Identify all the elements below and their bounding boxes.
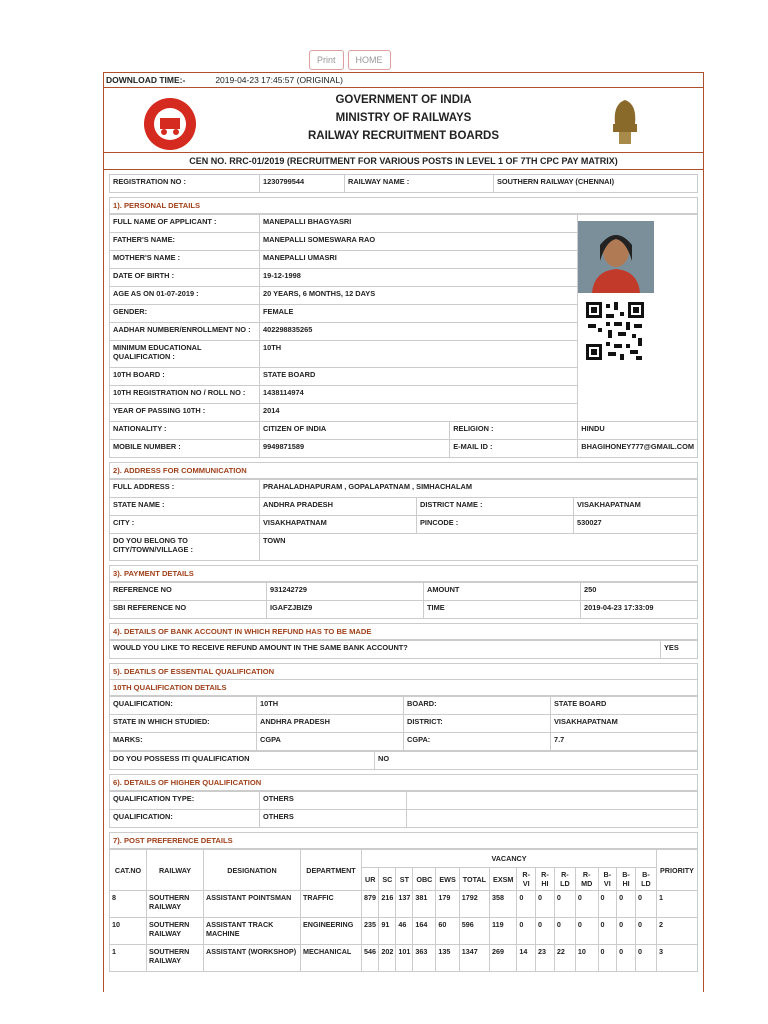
table-row: AADHAR NUMBER/ENROLLMENT NO : 402298835265 [110,323,698,341]
higher-table: QUALIFICATION TYPE: OTHERS QUALIFICATION: OTHERS [109,791,698,828]
vacancy-column-header: B-VI [598,868,617,891]
table-row: YEAR OF PASSING 10TH : 2014 [110,404,698,422]
section-bank-title: 4). DETAILS OF BANK ACCOUNT IN WHICH REFUND HAS TO BE MADE [109,623,698,640]
post-preference-table: CAT.NO RAILWAY DESIGNATION DEPARTMENT VACANCY PRIORITY UR SC ST OBC EWS TOTAL EXSM R-VI R-HI R-LD R-MD B-VI B-HI B-LD 8 SOUTHERN RAILWAY ASSISTANT POINTSMAN TRAFFIC 879 216 137 381 179 1792 358 0 0 0 0 0 0 0 1 10 SOUTHERN RAILWAY ASSISTANT TRACK MACHINE ENGINEERING 235 91 46 164 60 596 119 0 0 0 0 0 0 0 2 1 SOUTHERN RAILWAY ASSISTANT (WORKSHOP) MECHANICAL 546 202 101 363 135 1347 269 14 23 22 10 0 0 0 3 [109,849,698,972]
vacancy-column-header: SC [379,868,396,891]
vacancy-column-header: B-HI [617,868,636,891]
section-essential-title: 5). DEATILS OF ESSENTIAL QUALIFICATION [109,663,698,680]
qr-code [584,300,646,362]
table-row: 10TH BOARD : STATE BOARD [110,368,698,386]
vacancy-column-header: B-LD [635,868,656,891]
vacancy-column-header: EXSM [490,868,517,891]
cen-title: CEN NO. RRC-01/2019 (RECRUITMENT FOR VARIOUS POSTS IN LEVEL 1 OF 7TH CPC PAY MATRIX) [104,152,703,170]
table-row: 10TH REGISTRATION NO / ROLL NO : 1438114974 [110,386,698,404]
application-form: DOWNLOAD TIME:- 2019-04-23 17:45:57 (ORIGINAL) GOVERNMENT OF INDIA MINISTRY OF RAILWAYS RAILWAY RECRUITMENT BOARDS CEN NO. RRC-01/2019 (RECRUITMENT FOR VARIOUS POSTS IN LEVEL 1 OF 7TH CPC PAY MATRIX) REGISTRATION NO : 1230799544 RAILWAY NAME : SOUTHERN RAILWAY (CHENNAI) 1). PERSONAL DETAILS FULL NAME OF APPLICANT : MANEPALLI BHAGYASRI FATHER'S NAME: MANEPALLI SOMESWARA RAO MOTHER'S NAME : MANEPALLI UMASRI DATE OF BIRTH : 19-12-1998 AGE AS ON 01-07-2019 : 20 YEARS, 6 MONTHS, 12 DAYS GENDER: FEMALE AADHAR NUMBER/ENROLLMENT NO : 402298835265 MINIMUM EDUCATIONAL QUALIFICATION : 10TH 10TH BOARD : STATE BOARD 10TH REGISTRATION NO / ROLL NO : 1438114974 YEAR OF PASSING 10TH : 2014 NATIONALITY : CITIZEN OF INDIA RELIGION : HINDU MOBILE NUMBER : 9949871589 E-MAIL ID : BHAGIHONEY777@GMAIL.COM 2). ADDRESS FOR COMMUNICATION FULL ADDRESS : PRAHALADHAPURAM , GOPALAPATNAM , SIMHACHALAM STATE NAME : ANDHRA PRADESH DISTRICT NAME : VISAKHAPATNAM CITY : VISAKHAPATNAM PINCODE : 530027 DO YOU BELONG TO CITY/TOWN/VILLAGE : TOWN 3). PAYMENT DETAILS REFERENCE NO 931242729 AMOUNT 250 SBI REFERENCE NO IGAFZJBIZ9 TIME 2019-04-23 17:33:09 4). DETAILS OF BANK ACCOUNT IN WHICH REFUND HAS TO BE MADE WOULD YOU LIKE TO RECEIVE REFUND AMOUNT IN THE SAME BANK ACCOUNT? YES 5). DEATILS OF ESSENTIAL QUALIFICATION 10TH QUALIFICATION DETAILS QUALIFICATION: 10TH BOARD: STATE BOARD STATE IN WHICH STUDIED: ANDHRA PRADESH DISTRICT: VISAKHAPATNAM MARKS: CGPA CGPA: 7.7 DO YOU POSSESS ITI QUALIFICATION NO 6). DETAILS OF HIGHER QUALIFICATION QUALIFICATION TYPE: OTHERS QUALIFICATION: OTHERS 7). POST PREFERENCE DETAILS CAT.NO RAILWAY DESIGNATION DEPARTMENT VACANCY PRIORITY UR SC ST OBC EWS TOTAL EXSM R-VI R-HI R-LD R-MD B-VI B-HI B-LD 8 SOUTHERN RAILWAY ASSISTANT POINTSMAN TRAFFIC 879 216 137 381 179 1792 358 0 0 0 0 0 0 0 1 10 SOUTHERN RAILWAY ASSISTANT TRACK MACHINE ENGINEERING 235 91 46 164 60 596 119 0 0 0 0 0 0 0 2 1 SOUTHERN RAILWAY ASSISTANT (WORKSHOP) MECHANICAL 546 202 101 363 135 1347 269 14 23 22 10 0 0 0 3 [103,72,704,992]
table-row: 8 SOUTHERN RAILWAY ASSISTANT POINTSMAN TRAFFIC 879 216 137 381 179 1792 358 0 0 0 0 0 0 0 1 [110,891,698,918]
table-row: FATHER'S NAME: MANEPALLI SOMESWARA RAO [110,233,698,251]
vacancy-column-header: TOTAL [459,868,489,891]
vacancy-column-header: UR [362,868,379,891]
registration-table: REGISTRATION NO : 1230799544 RAILWAY NAME : SOUTHERN RAILWAY (CHENNAI) [109,174,698,193]
form-header [104,88,703,152]
essential-table: QUALIFICATION: 10TH BOARD: STATE BOARD STATE IN WHICH STUDIED: ANDHRA PRADESH DISTRICT: VISAKHAPATNAM MARKS: CGPA CGPA: 7.7 [109,696,698,751]
vacancy-column-header: R-LD [554,868,575,891]
section-payment-title: 3). PAYMENT DETAILS [109,565,698,582]
section-address-title: 2). ADDRESS FOR COMMUNICATION [109,462,698,479]
home-button[interactable]: HOME [348,50,391,70]
table-row: FULL NAME OF APPLICANT : MANEPALLI BHAGYASRI [110,215,698,233]
page-title: GOVERNMENT OF INDIA MINISTRY OF RAILWAYS RAILWAY RECRUITMENT BOARDS [307,94,500,142]
address-table: FULL ADDRESS : PRAHALADHAPURAM , GOPALAPATNAM , SIMHACHALAM STATE NAME : ANDHRA PRADESH DISTRICT NAME : VISAKHAPATNAM CITY : VISAKHAPATNAM PINCODE : 530027 DO YOU BELONG TO CITY/TOWN/VILLAGE : TOWN [109,479,698,561]
indian-railways-logo-icon [142,96,198,152]
vacancy-column-header: R-HI [536,868,555,891]
vacancy-column-header: ST [396,868,413,891]
payment-table: REFERENCE NO 931242729 AMOUNT 250 SBI REFERENCE NO IGAFZJBIZ9 TIME 2019-04-23 17:33:09 [109,582,698,619]
table-row: MINIMUM EDUCATIONAL QUALIFICATION : 10TH [110,341,698,368]
vacancy-column-header: R-MD [575,868,598,891]
vacancy-column-header: OBC [413,868,436,891]
table-row: AGE AS ON 01-07-2019 : 20 YEARS, 6 MONTHS, 12 DAYS [110,287,698,305]
table-row: MOTHER'S NAME : MANEPALLI UMASRI [110,251,698,269]
vacancy-column-header: EWS [436,868,459,891]
registration-number: 1230799544 [260,175,345,193]
vacancy-column-header: R-VI [517,868,536,891]
applicant-photo [578,221,654,293]
railway-name: SOUTHERN RAILWAY (CHENNAI) [494,175,698,193]
section-personal-title: 1). PERSONAL DETAILS [109,197,698,214]
personal-table: FULL NAME OF APPLICANT : MANEPALLI BHAGYASRI FATHER'S NAME: MANEPALLI SOMESWARA RAO MOTHER'S NAME : MANEPALLI UMASRI DATE OF BIRTH : 19-12-1998 AGE AS ON 01-07-2019 : 20 YEARS, 6 MONTHS, 12 DAYS GENDER: FEMALE AADHAR NUMBER/ENROLLMENT NO : 402298835265 MINIMUM EDUCATIONAL QUALIFICATION : 10TH 10TH BOARD : STATE BOARD 10TH REGISTRATION NO / ROLL NO : 1438114974 YEAR OF PASSING 10TH : 2014 NATIONALITY : CITIZEN OF INDIA RELIGION : HINDU MOBILE NUMBER : 9949871589 E-MAIL ID : BHAGIHONEY777@GMAIL.COM [109,214,698,458]
print-button[interactable]: Print [309,50,344,70]
section-posts-title: 7). POST PREFERENCE DETAILS [109,832,698,849]
national-emblem-icon [605,94,645,150]
table-row: 10 SOUTHERN RAILWAY ASSISTANT TRACK MACHINE ENGINEERING 235 91 46 164 60 596 119 0 0 0 0 0 0 0 2 [110,918,698,945]
table-row: 1 SOUTHERN RAILWAY ASSISTANT (WORKSHOP) MECHANICAL 546 202 101 363 135 1347 269 14 23 22 10 0 0 0 3 [110,945,698,972]
section-higher-title: 6). DETAILS OF HIGHER QUALIFICATION [109,774,698,791]
download-time: DOWNLOAD TIME:- 2019-04-23 17:45:57 (ORIGINAL) [104,73,703,88]
bank-table: WOULD YOU LIKE TO RECEIVE REFUND AMOUNT IN THE SAME BANK ACCOUNT? YES [109,640,698,659]
table-row: DATE OF BIRTH : 19-12-1998 [110,269,698,287]
table-row: GENDER: FEMALE [110,305,698,323]
